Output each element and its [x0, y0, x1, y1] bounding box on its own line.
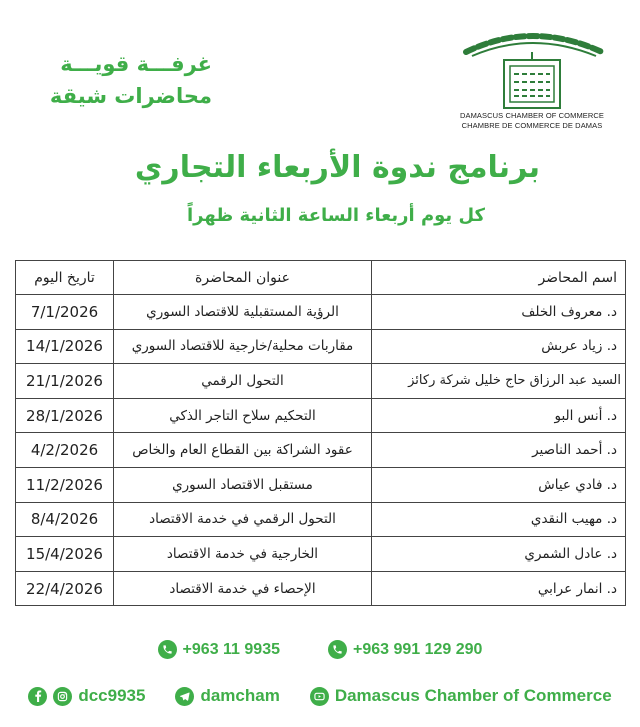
header-date: تاريخ اليوم [16, 261, 114, 295]
table-row [16, 364, 626, 399]
lecturer-name: د. أحمد الناصير [372, 433, 626, 468]
lecturer-name: د. معروف الخلف [372, 295, 626, 330]
header-topic: عنوان المحاضرة [114, 261, 372, 295]
phone-number-2: +963 991 129 290 [352, 640, 483, 658]
phone-1[interactable] [158, 640, 280, 659]
youtube-channel: Damascus Chamber of Commerce [334, 686, 612, 705]
tagline-line-2: محاضرات شيقة [49, 84, 212, 108]
table-row [16, 329, 626, 364]
youtube-icon [310, 687, 329, 706]
lecture-topic: التحول الرقمي [114, 364, 372, 399]
lecture-topic: التحول الرقمي في خدمة الاقتصاد [114, 502, 372, 537]
lecturer-name: د. مهيب النقدي [372, 502, 626, 537]
lecture-date: 22/4/2026 [16, 571, 114, 606]
tagline [22, 48, 212, 112]
lecture-topic: الإحصاء في خدمة الاقتصاد [114, 571, 372, 606]
lecture-date: 28/1/2026 [16, 398, 114, 433]
phone-icon [328, 640, 347, 659]
program-table [15, 260, 626, 606]
lecture-topic: مستقبل الاقتصاد السوري [114, 467, 372, 502]
lecture-topic: الرؤية المستقبلية للاقتصاد السوري [114, 295, 372, 330]
tagline-line-1: غرفـــة قويـــة [60, 52, 212, 76]
header-name: اسم المحاضر [372, 261, 626, 295]
lecturer-name: د. زياد عربش [372, 329, 626, 364]
lecture-topic: عقود الشراكة بين القطاع العام والخاص [114, 433, 372, 468]
lecture-date: 11/2/2026 [16, 467, 114, 502]
table-row [16, 295, 626, 330]
lecture-date: 7/1/2026 [16, 295, 114, 330]
table-row [16, 398, 626, 433]
lecture-date: 4/2/2026 [16, 433, 114, 468]
lecture-topic: مقاربات محلية/خارجية للاقتصاد السوري [114, 329, 372, 364]
lecturer-name: السيد عبد الرزاق حاج خليل شركة ركائز [372, 364, 626, 399]
instagram-icon [53, 687, 72, 706]
table-row [16, 433, 626, 468]
telegram-handle: damcham [200, 686, 280, 705]
logo-caption-en: DAMASCUS CHAMBER OF COMMERCE [459, 111, 605, 120]
telegram-link[interactable] [175, 686, 279, 706]
telegram-icon [175, 687, 194, 706]
lecturer-name: د. فادي عياش [372, 467, 626, 502]
logo-caption-fr: CHAMBRE DE COMMERCE DE DAMAS [461, 121, 603, 130]
lecture-date: 15/4/2026 [16, 537, 114, 572]
lecture-date: 21/1/2026 [16, 364, 114, 399]
facebook-instagram-link[interactable] [28, 686, 145, 706]
phone-contacts [0, 640, 640, 659]
table-header-row [16, 261, 626, 295]
social-handle: dcc9935 [78, 686, 146, 705]
chamber-emblem-icon [452, 22, 612, 112]
lecture-topic: الخارجية في خدمة الاقتصاد [114, 537, 372, 572]
table-row [16, 502, 626, 537]
lecturer-name: د. عادل الشمري [372, 537, 626, 572]
table-row [16, 537, 626, 572]
page-title: برنامج ندوة الأربعاء التجاري [134, 150, 540, 185]
lecture-date: 8/4/2026 [16, 502, 114, 537]
chamber-logo [452, 22, 612, 132]
social-contacts [0, 686, 640, 706]
phone-icon [158, 640, 177, 659]
lecturer-name: د. أنس البو [372, 398, 626, 433]
table-row [16, 467, 626, 502]
phone-2[interactable] [328, 640, 482, 659]
lecture-topic: التحكيم سلاح التاجر الذكي [114, 398, 372, 433]
phone-number-1: +963 11 9935 [182, 640, 280, 658]
facebook-icon [28, 687, 47, 706]
page-subtitle: كل يوم أربعاء الساعة الثانية ظهراً [187, 205, 485, 226]
youtube-link[interactable] [310, 686, 612, 706]
table-row [16, 571, 626, 606]
lecture-date: 14/1/2026 [16, 329, 114, 364]
lecturer-name: د. انمار عرابي [372, 571, 626, 606]
